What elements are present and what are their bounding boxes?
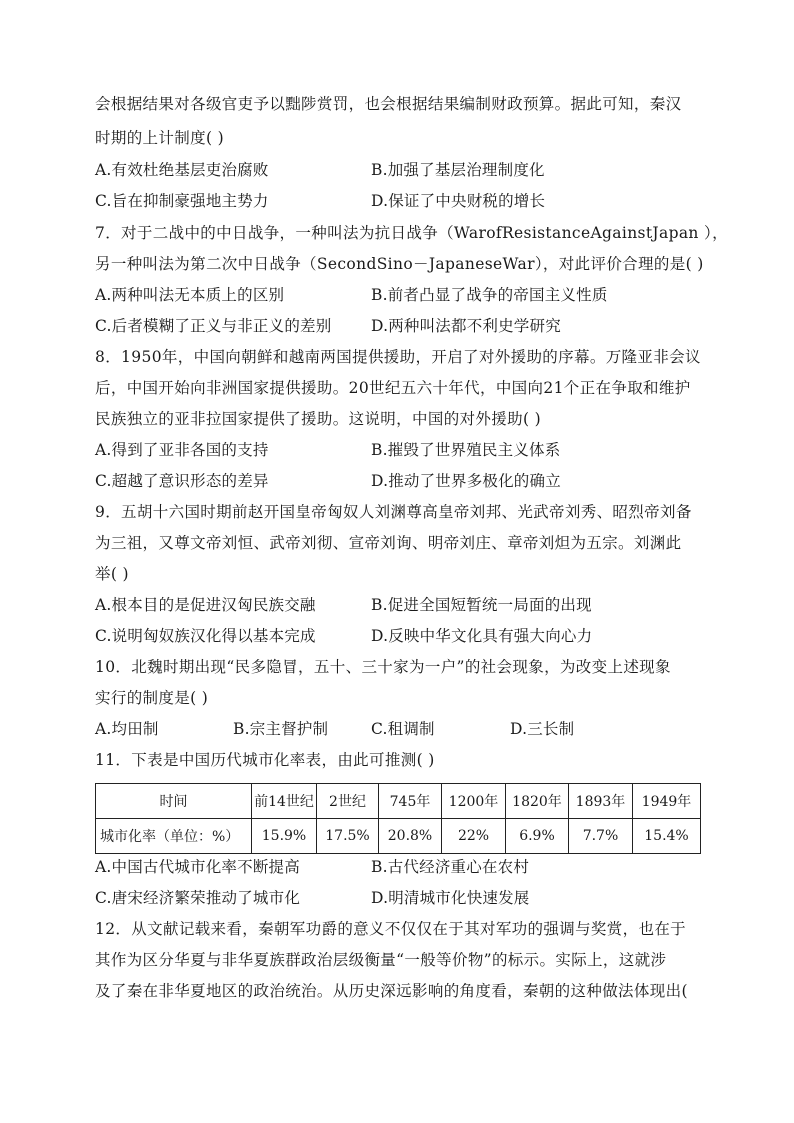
q11-text-line-1: 11．下表是中国历代城市化率表，由此可推测( ) [95, 751, 435, 769]
q7-option-c[interactable]: C.后者模糊了正义与非正义的差别 [95, 317, 332, 335]
table-cell: 22% [442, 819, 506, 854]
table-header-cell: 时间 [96, 784, 252, 819]
q8-option-d[interactable]: D.推动了世界多极化的确立 [371, 472, 561, 490]
table-header-cell: 2世纪 [317, 784, 379, 819]
table-header-cell: 前14世纪 [252, 784, 317, 819]
q9-option-b[interactable]: B.促进全国短暂统一局面的出现 [371, 596, 592, 614]
q12-text-line-3: 及了秦在非华夏地区的政治统治。从历史深远影响的角度看，秦朝的这种做法体现出( [95, 982, 688, 1000]
q6-option-c[interactable]: C.旨在抑制豪强地主势力 [95, 192, 269, 210]
q6-option-a[interactable]: A.有效杜绝基层吏治腐败 [95, 161, 269, 179]
q12-text-line-2: 其作为区分华夏与非华夏族群政治层级衡量“一般等价物”的标示。实际上，这就涉 [95, 951, 667, 969]
q8-option-a[interactable]: A.得到了亚非各国的支持 [95, 441, 269, 459]
q9-text-line-2: 为三祖，又尊文帝刘恒、武帝刘彻、宣帝刘询、明帝刘庄、章帝刘炟为五宗。刘渊此 [95, 534, 682, 552]
q6-text-line-1: 会根据结果对各级官吏予以黜陟赏罚，也会根据结果编制财政预算。据此可知，秦汉 [95, 95, 682, 113]
q9-option-a[interactable]: A.根本目的是促进汉匈民族交融 [95, 596, 316, 614]
q9-option-c[interactable]: C.说明匈奴族汉化得以基本完成 [95, 627, 316, 645]
q11-option-d[interactable]: D.明清城市化快速发展 [371, 889, 530, 907]
table-cell: 15.9% [252, 819, 317, 854]
table-row [96, 819, 701, 854]
table-cell: 7.7% [569, 819, 633, 854]
q8-option-b[interactable]: B.摧毁了世界殖民主义体系 [371, 441, 561, 459]
q6-text-line-2: 时期的上计制度( ) [95, 129, 225, 147]
q10-option-c[interactable]: C.租调制 [371, 720, 435, 738]
q10-text-line-2: 实行的制度是( ) [95, 689, 209, 707]
table-cell: 城市化率（单位：%） [96, 819, 252, 854]
q10-option-d[interactable]: D.三长制 [510, 720, 575, 738]
table-header-cell: 1893年 [569, 784, 633, 819]
table-cell: 15.4% [633, 819, 701, 854]
q7-option-b[interactable]: B.前者凸显了战争的帝国主义性质 [371, 286, 608, 304]
q7-option-a[interactable]: A.两种叫法无本质上的区别 [95, 286, 285, 304]
q11-option-a[interactable]: A.中国古代城市化率不断提高 [95, 858, 300, 876]
q11-option-c[interactable]: C.唐宋经济繁荣推动了城市化 [95, 889, 301, 907]
q12-text-line-1: 12．从文献记载来看，秦朝军功爵的意义不仅仅在于其对军功的强调与奖赏，也在于 [95, 920, 687, 938]
table-cell: 20.8% [379, 819, 442, 854]
q8-text-line-1: 8．1950年，中国向朝鲜和越南两国提供援助，开启了对外援助的序幕。万隆亚非会议 [95, 348, 701, 366]
table-cell: 6.9% [506, 819, 569, 854]
q8-option-c[interactable]: C.超越了意识形态的差异 [95, 472, 269, 490]
table-header-cell: 745年 [379, 784, 442, 819]
q7-text-line-1: 7．对于二战中的中日战争，一种叫法为抗日战争（WarofResistanceAgainstJapan ）， [95, 224, 728, 242]
q6-option-d[interactable]: D.保证了中央财税的增长 [371, 192, 546, 210]
q9-text-line-1: 9．五胡十六国时期前赵开国皇帝匈奴人刘渊尊高皇帝刘邦、光武帝刘秀、昭烈帝刘备 [95, 503, 692, 521]
q9-text-line-3: 举( ) [95, 565, 129, 583]
q6-option-b[interactable]: B.加强了基层治理制度化 [371, 161, 545, 179]
q8-text-line-2: 后，中国开始向非洲国家提供援助。20世纪五六十年代，中国向21个正在争取和维护 [95, 379, 691, 397]
q8-text-line-3: 民族独立的亚非拉国家提供了援助。这说明，中国的对外援助( ) [95, 410, 542, 428]
q7-option-d[interactable]: D.两种叫法都不利史学研究 [371, 317, 561, 335]
table-header-cell: 1820年 [506, 784, 569, 819]
q10-text-line-1: 10．北魏时期出现“民多隐冒，五十、三十家为一户”的社会现象，为改变上述现象 [95, 658, 671, 676]
table-cell: 17.5% [317, 819, 379, 854]
q11-option-b[interactable]: B.古代经济重心在农村 [371, 858, 530, 876]
table-header-cell: 1949年 [633, 784, 701, 819]
table-header-cell: 1200年 [442, 784, 506, 819]
urbanization-table [95, 783, 701, 854]
q9-option-d[interactable]: D.反映中华文化具有强大向心力 [371, 627, 593, 645]
q10-option-b[interactable]: B.宗主督护制 [233, 720, 329, 738]
table-header-row [96, 784, 701, 819]
q10-option-a[interactable]: A.均田制 [95, 720, 159, 738]
q7-text-line-2: 另一种叫法为第二次中日战争（SecondSino－JapaneseWar），对此评价合理的是( ) [95, 255, 704, 273]
